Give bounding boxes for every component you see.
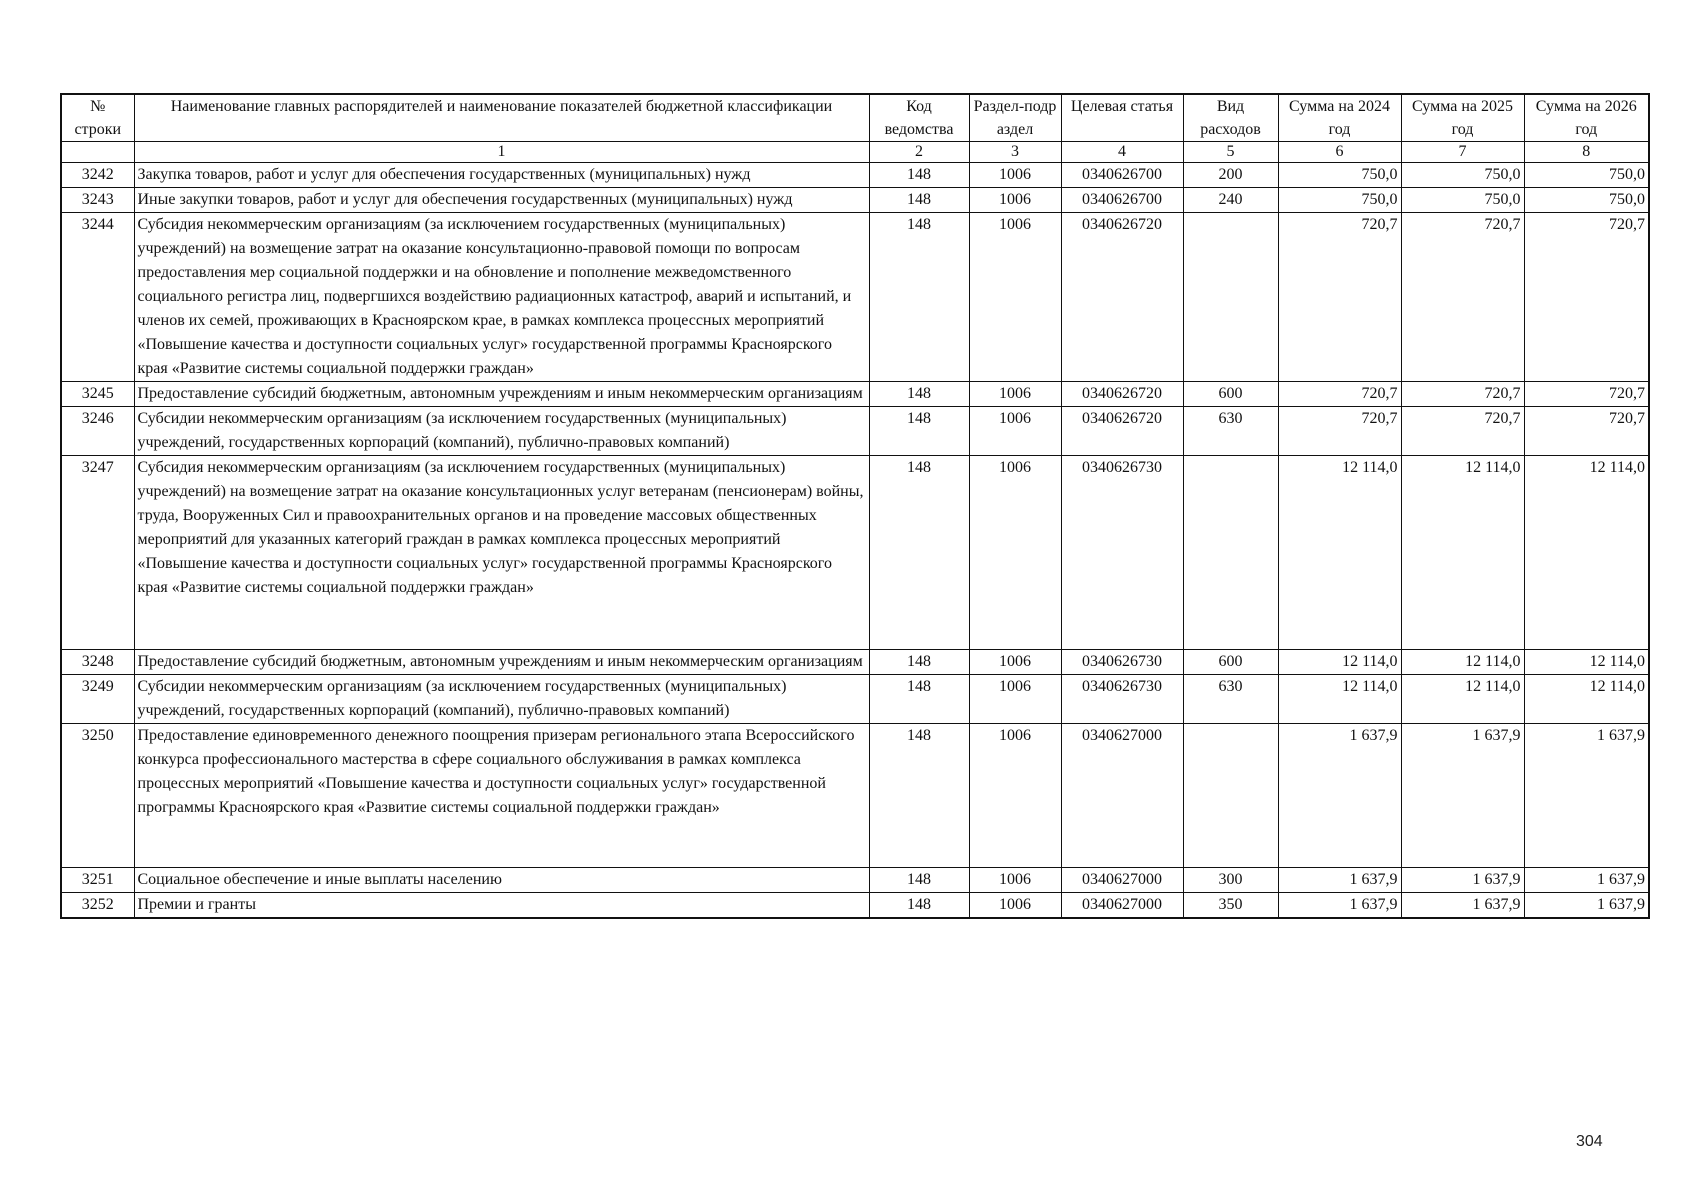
row-sum-2024: 1 637,9 [1278, 893, 1401, 919]
row-expense-type [1183, 724, 1278, 868]
row-expense-type [1183, 213, 1278, 382]
row-sum-2025: 750,0 [1401, 163, 1524, 188]
row-dept-code: 148 [869, 675, 969, 724]
row-target: 0340627000 [1061, 724, 1183, 868]
row-number: 3249 [61, 675, 134, 724]
header-name: Наименование главных распорядителей и наименование показателей бюджетной классификации [134, 94, 869, 142]
row-expense-type: 300 [1183, 868, 1278, 893]
row-sum-2026: 720,7 [1524, 407, 1649, 456]
row-section: 1006 [969, 675, 1061, 724]
row-sum-2024: 720,7 [1278, 407, 1401, 456]
row-name: Субсидии некоммерческим организациям (за исключением государственных (муниципальных) учреждений, государственных корпораций (компаний), публично-правовых компаний) [134, 675, 869, 724]
index-cell: 8 [1524, 142, 1649, 163]
header-target: Целевая статья [1061, 94, 1183, 142]
row-target: 0340626730 [1061, 675, 1183, 724]
row-sum-2024: 750,0 [1278, 188, 1401, 213]
row-expense-type: 200 [1183, 163, 1278, 188]
row-expense-type: 240 [1183, 188, 1278, 213]
row-target: 0340626730 [1061, 456, 1183, 650]
row-section: 1006 [969, 188, 1061, 213]
row-sum-2026: 1 637,9 [1524, 868, 1649, 893]
row-section: 1006 [969, 868, 1061, 893]
row-number: 3243 [61, 188, 134, 213]
row-sum-2025: 1 637,9 [1401, 868, 1524, 893]
row-name: Социальное обеспечение и иные выплаты населению [134, 868, 869, 893]
row-number: 3246 [61, 407, 134, 456]
page-number: 304 [1576, 1133, 1603, 1150]
row-dept-code: 148 [869, 893, 969, 919]
row-sum-2025: 1 637,9 [1401, 893, 1524, 919]
row-number: 3252 [61, 893, 134, 919]
row-dept-code: 148 [869, 407, 969, 456]
row-name: Предоставление субсидий бюджетным, автономным учреждениям и иным некоммерческим организациям [134, 650, 869, 675]
row-sum-2025: 12 114,0 [1401, 650, 1524, 675]
row-number: 3242 [61, 163, 134, 188]
index-cell: 2 [869, 142, 969, 163]
table-row [61, 163, 1649, 188]
row-dept-code: 148 [869, 724, 969, 868]
row-sum-2024: 720,7 [1278, 382, 1401, 407]
row-sum-2026: 720,7 [1524, 213, 1649, 382]
row-sum-2026: 750,0 [1524, 163, 1649, 188]
row-section: 1006 [969, 382, 1061, 407]
index-cell: 3 [969, 142, 1061, 163]
index-cell: 4 [1061, 142, 1183, 163]
row-sum-2026: 720,7 [1524, 382, 1649, 407]
header-sum-2024: Сумма на 2024 год [1278, 94, 1401, 142]
row-sum-2026: 12 114,0 [1524, 456, 1649, 650]
row-section: 1006 [969, 724, 1061, 868]
table-row [61, 213, 1649, 382]
row-sum-2024: 12 114,0 [1278, 675, 1401, 724]
budget-table [60, 93, 1650, 919]
row-number: 3251 [61, 868, 134, 893]
header-section: Раздел-подраздел [969, 94, 1061, 142]
row-dept-code: 148 [869, 868, 969, 893]
row-sum-2024: 12 114,0 [1278, 650, 1401, 675]
row-sum-2026: 12 114,0 [1524, 650, 1649, 675]
row-target: 0340626720 [1061, 382, 1183, 407]
table-row [61, 675, 1649, 724]
row-target: 0340627000 [1061, 868, 1183, 893]
row-name: Субсидия некоммерческим организациям (за исключением государственных (муниципальных) учреждений) на возмещение затрат на оказание консультационных услуг ветеранам (пенсионерам) войны, труда, Вооруженных Сил и правоохранительных органов и на проведение массовых общественных мероприятий для указанных категорий граждан в рамках комплекса процессных мероприятий «Повышение качества и доступности социальных услуг» государственной программы Красноярского края «Развитие системы социальной поддержки граждан» [134, 456, 869, 650]
row-name: Предоставление субсидий бюджетным, автономным учреждениям и иным некоммерческим организациям [134, 382, 869, 407]
row-sum-2025: 720,7 [1401, 407, 1524, 456]
header-sum-2025: Сумма на 2025 год [1401, 94, 1524, 142]
row-dept-code: 148 [869, 650, 969, 675]
row-target: 0340626720 [1061, 407, 1183, 456]
row-sum-2025: 12 114,0 [1401, 456, 1524, 650]
table-row [61, 893, 1649, 919]
row-target: 0340626730 [1061, 650, 1183, 675]
row-dept-code: 148 [869, 456, 969, 650]
row-sum-2024: 750,0 [1278, 163, 1401, 188]
row-name: Закупка товаров, работ и услуг для обеспечения государственных (муниципальных) нужд [134, 163, 869, 188]
row-sum-2025: 720,7 [1401, 213, 1524, 382]
table-row [61, 650, 1649, 675]
row-sum-2025: 720,7 [1401, 382, 1524, 407]
row-dept-code: 148 [869, 163, 969, 188]
row-target: 0340626700 [1061, 163, 1183, 188]
row-number: 3244 [61, 213, 134, 382]
table-row [61, 724, 1649, 868]
row-sum-2025: 750,0 [1401, 188, 1524, 213]
row-dept-code: 148 [869, 188, 969, 213]
table-row [61, 456, 1649, 650]
row-section: 1006 [969, 893, 1061, 919]
row-sum-2026: 1 637,9 [1524, 724, 1649, 868]
row-dept-code: 148 [869, 382, 969, 407]
index-cell: 7 [1401, 142, 1524, 163]
row-sum-2025: 1 637,9 [1401, 724, 1524, 868]
row-dept-code: 148 [869, 213, 969, 382]
table-header-row [61, 94, 1649, 142]
row-expense-type: 600 [1183, 382, 1278, 407]
row-number: 3248 [61, 650, 134, 675]
row-expense-type: 630 [1183, 675, 1278, 724]
row-expense-type: 350 [1183, 893, 1278, 919]
table-row [61, 382, 1649, 407]
index-cell [61, 142, 134, 163]
row-number: 3247 [61, 456, 134, 650]
index-cell: 1 [134, 142, 869, 163]
row-sum-2026: 750,0 [1524, 188, 1649, 213]
row-section: 1006 [969, 650, 1061, 675]
row-section: 1006 [969, 456, 1061, 650]
index-cell: 6 [1278, 142, 1401, 163]
row-expense-type [1183, 456, 1278, 650]
header-dept-code: Код ведомства [869, 94, 969, 142]
row-target: 0340627000 [1061, 893, 1183, 919]
header-sum-2026: Сумма на 2026 год [1524, 94, 1649, 142]
table-row [61, 407, 1649, 456]
table-row [61, 868, 1649, 893]
row-target: 0340626720 [1061, 213, 1183, 382]
row-expense-type: 630 [1183, 407, 1278, 456]
header-expense-type: Вид расходов [1183, 94, 1278, 142]
row-name: Субсидии некоммерческим организациям (за исключением государственных (муниципальных) учреждений, государственных корпораций (компаний), публично-правовых компаний) [134, 407, 869, 456]
row-target: 0340626700 [1061, 188, 1183, 213]
row-sum-2024: 12 114,0 [1278, 456, 1401, 650]
index-cell: 5 [1183, 142, 1278, 163]
row-name: Субсидия некоммерческим организациям (за исключением государственных (муниципальных) учреждений) на возмещение затрат на оказание консультационно-правовой помощи по вопросам предоставления мер социальной поддержки и на обновление и пополнение межведомственного социального регистра лиц, подвергшихся воздействию радиационных катастроф, аварий и испытаний, и членов их семей, проживающих в Красноярском крае, в рамках комплекса процессных мероприятий «Повышение качества и доступности социальных услуг» государственной программы Красноярского края «Развитие системы социальной поддержки граждан» [134, 213, 869, 382]
table-row [61, 188, 1649, 213]
row-sum-2024: 720,7 [1278, 213, 1401, 382]
row-sum-2024: 1 637,9 [1278, 724, 1401, 868]
row-name: Предоставление единовременного денежного поощрения призерам регионального этапа Всероссийского конкурса профессионального мастерства в сфере социального обслуживания в рамках комплекса процессных мероприятий «Повышение качества и доступности социальных услуг» государственной программы Красноярского края «Развитие системы социальной поддержки граждан» [134, 724, 869, 868]
column-index-row [61, 142, 1649, 163]
row-sum-2026: 12 114,0 [1524, 675, 1649, 724]
row-sum-2026: 1 637,9 [1524, 893, 1649, 919]
row-number: 3250 [61, 724, 134, 868]
row-number: 3245 [61, 382, 134, 407]
row-section: 1006 [969, 213, 1061, 382]
row-name: Иные закупки товаров, работ и услуг для обеспечения государственных (муниципальных) нужд [134, 188, 869, 213]
row-section: 1006 [969, 407, 1061, 456]
row-section: 1006 [969, 163, 1061, 188]
row-expense-type: 600 [1183, 650, 1278, 675]
header-row-number: № строки [61, 94, 134, 142]
row-sum-2025: 12 114,0 [1401, 675, 1524, 724]
row-sum-2024: 1 637,9 [1278, 868, 1401, 893]
row-name: Премии и гранты [134, 893, 869, 919]
